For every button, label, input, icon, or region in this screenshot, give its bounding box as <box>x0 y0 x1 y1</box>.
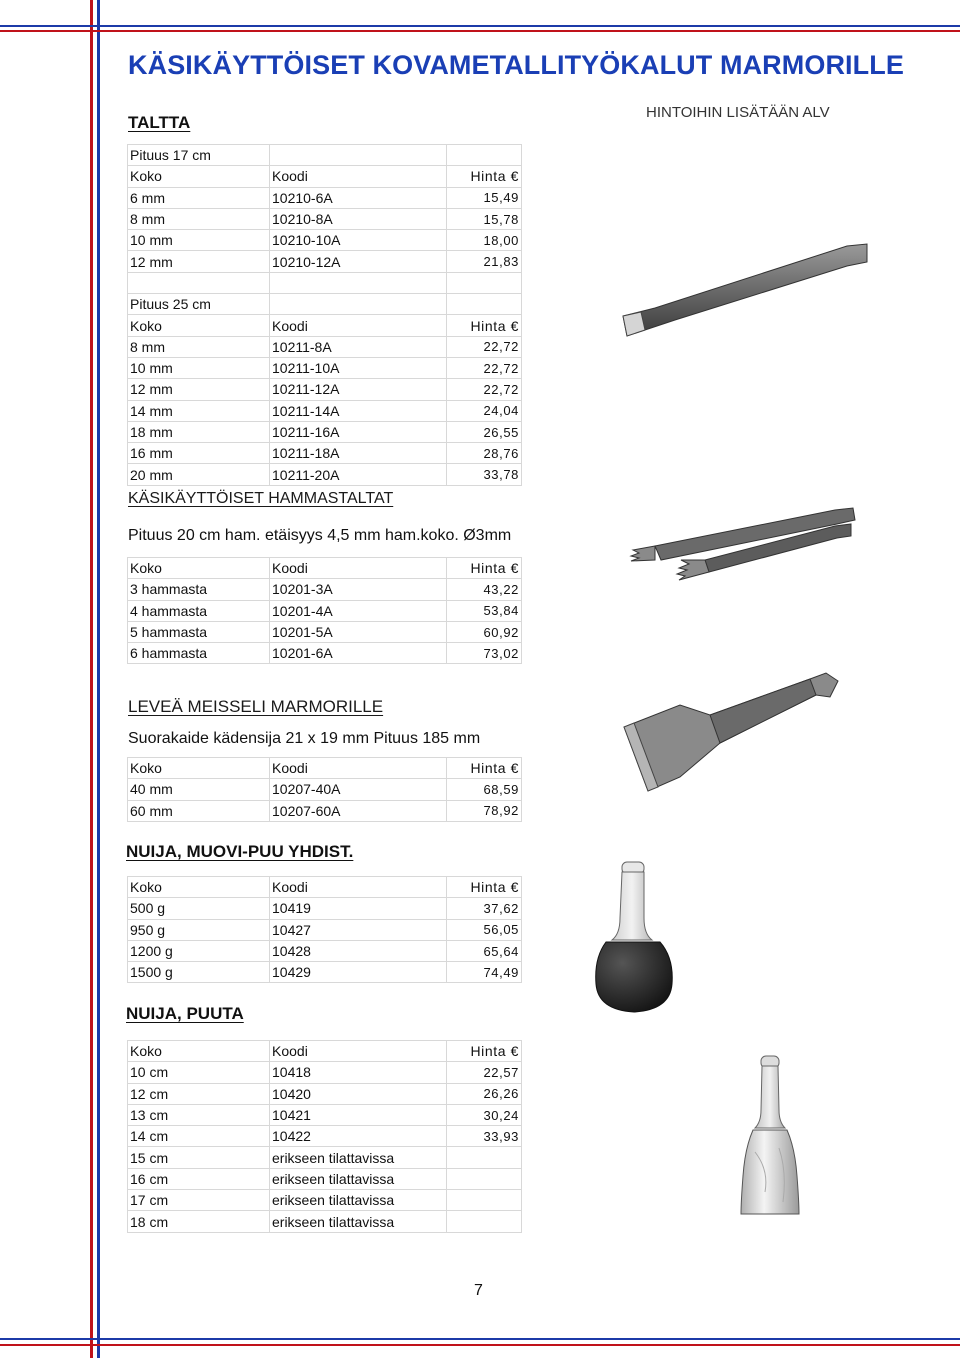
col-header-size: Koko <box>128 758 270 779</box>
section-heading-nuija-puu: NUIJA, PUUTA <box>126 1004 244 1023</box>
price-table-nuija-puu <box>127 1040 522 1233</box>
size-cell: 10 mm <box>128 357 270 378</box>
code-cell: 10427 <box>270 919 447 940</box>
code-cell: erikseen tilattavissa <box>270 1190 447 1211</box>
price-table-nuija-muovi <box>127 876 522 983</box>
size-cell: 10 mm <box>128 230 270 251</box>
size-cell: 16 cm <box>128 1168 270 1189</box>
wide-chisel-image <box>620 665 850 795</box>
size-cell: 950 g <box>128 919 270 940</box>
col-header-size: Koko <box>128 558 270 579</box>
table-row <box>128 579 522 600</box>
price-cell: 24,04 <box>447 400 522 421</box>
table-row <box>128 779 522 800</box>
table-row <box>128 621 522 642</box>
price-cell: 43,22 <box>447 579 522 600</box>
table-row <box>128 379 522 400</box>
price-cell <box>447 1211 522 1232</box>
code-cell: 10211-14A <box>270 400 447 421</box>
left-border-blue <box>97 0 100 1358</box>
table-row <box>128 898 522 919</box>
table-row <box>128 251 522 272</box>
price-cell: 22,72 <box>447 336 522 357</box>
col-header-size: Koko <box>128 166 270 187</box>
col-header-price: Hinta € <box>447 558 522 579</box>
table-row <box>128 400 522 421</box>
code-cell: 10207-40A <box>270 779 447 800</box>
table-row <box>128 1083 522 1104</box>
table-row <box>128 600 522 621</box>
bottom-border-blue <box>0 1338 960 1340</box>
group-label: Pituus 17 cm <box>128 145 270 166</box>
size-cell: 16 mm <box>128 443 270 464</box>
size-cell: 5 hammasta <box>128 621 270 642</box>
code-cell: 10211-10A <box>270 357 447 378</box>
price-cell: 15,49 <box>447 187 522 208</box>
table-row <box>128 1211 522 1232</box>
code-cell: 10211-18A <box>270 443 447 464</box>
top-border-blue <box>0 25 960 27</box>
price-cell: 53,84 <box>447 600 522 621</box>
code-cell: 10211-12A <box>270 379 447 400</box>
code-cell: 10207-60A <box>270 800 447 821</box>
code-cell: 10210-12A <box>270 251 447 272</box>
code-cell: erikseen tilattavissa <box>270 1168 447 1189</box>
size-cell: 13 cm <box>128 1104 270 1125</box>
size-cell: 60 mm <box>128 800 270 821</box>
table-row <box>128 962 522 983</box>
section-heading-hammastaltat: KÄSIKÄYTTÖISET HAMMASTALTAT <box>128 490 394 507</box>
col-header-code: Koodi <box>270 877 447 898</box>
size-cell: 1500 g <box>128 962 270 983</box>
wooden-mallet-image <box>735 1052 825 1222</box>
code-cell: 10211-8A <box>270 336 447 357</box>
price-cell: 28,76 <box>447 443 522 464</box>
price-cell: 33,93 <box>447 1126 522 1147</box>
code-cell: 10210-10A <box>270 230 447 251</box>
col-header-price: Hinta € <box>447 166 522 187</box>
table-header-row <box>128 558 522 579</box>
section-heading-nuija-muovi: NUIJA, MUOVI-PUU YHDIST. <box>126 842 354 861</box>
table-row <box>128 357 522 378</box>
price-cell <box>447 1168 522 1189</box>
col-header-code: Koodi <box>270 315 447 336</box>
price-cell: 60,92 <box>447 621 522 642</box>
code-cell: 10429 <box>270 962 447 983</box>
size-cell: 6 hammasta <box>128 643 270 664</box>
table-header-row <box>128 166 522 187</box>
size-cell: 15 cm <box>128 1147 270 1168</box>
table-row <box>128 230 522 251</box>
chisel-image <box>615 240 875 340</box>
plastic-mallet-image <box>590 858 700 1018</box>
size-cell: 500 g <box>128 898 270 919</box>
size-cell: 8 mm <box>128 336 270 357</box>
price-cell: 56,05 <box>447 919 522 940</box>
table-row <box>128 1168 522 1189</box>
size-cell: 12 mm <box>128 379 270 400</box>
page-title: KÄSIKÄYTTÖISET KOVAMETALLITYÖKALUT MARMORILLE <box>128 50 904 80</box>
size-cell: 4 hammasta <box>128 600 270 621</box>
code-cell: 10419 <box>270 898 447 919</box>
price-cell: 22,57 <box>447 1062 522 1083</box>
price-table-taltta <box>127 144 522 486</box>
col-header-price: Hinta € <box>447 1041 522 1062</box>
price-cell <box>447 1190 522 1211</box>
price-cell: 26,26 <box>447 1083 522 1104</box>
code-cell: 10201-3A <box>270 579 447 600</box>
table-row <box>128 421 522 442</box>
size-cell: 12 cm <box>128 1083 270 1104</box>
price-cell: 22,72 <box>447 379 522 400</box>
table-row <box>128 464 522 485</box>
table-row <box>128 800 522 821</box>
group-label-row <box>128 294 522 315</box>
code-cell: 10211-20A <box>270 464 447 485</box>
size-cell: 14 mm <box>128 400 270 421</box>
code-cell: erikseen tilattavissa <box>270 1147 447 1168</box>
col-header-size: Koko <box>128 315 270 336</box>
code-cell: 10418 <box>270 1062 447 1083</box>
size-cell: 8 mm <box>128 208 270 229</box>
meisseli-subtitle: Suorakaide kädensija 21 x 19 mm Pituus 185 mm <box>128 730 481 747</box>
price-cell: 22,72 <box>447 357 522 378</box>
table-row <box>128 1104 522 1125</box>
code-cell: 10420 <box>270 1083 447 1104</box>
price-cell: 15,78 <box>447 208 522 229</box>
left-border-red <box>90 0 93 1358</box>
price-cell: 30,24 <box>447 1104 522 1125</box>
code-cell: 10201-5A <box>270 621 447 642</box>
code-cell: 10421 <box>270 1104 447 1125</box>
group-label: Pituus 25 cm <box>128 294 270 315</box>
vat-note: HINTOIHIN LISÄTÄÄN ALV <box>646 104 830 121</box>
col-header-size: Koko <box>128 1041 270 1062</box>
size-cell: 18 mm <box>128 421 270 442</box>
table-row <box>128 1126 522 1147</box>
price-cell: 74,49 <box>447 962 522 983</box>
table-header-row <box>128 315 522 336</box>
page-number: 7 <box>474 1282 483 1299</box>
group-label-row <box>128 145 522 166</box>
bottom-border-red <box>0 1344 960 1346</box>
size-cell: 40 mm <box>128 779 270 800</box>
table-header-row <box>128 1041 522 1062</box>
size-cell: 6 mm <box>128 187 270 208</box>
price-cell: 68,59 <box>447 779 522 800</box>
code-cell: 10201-6A <box>270 643 447 664</box>
size-cell: 3 hammasta <box>128 579 270 600</box>
code-cell: 10211-16A <box>270 421 447 442</box>
table-row <box>128 187 522 208</box>
table-row <box>128 940 522 961</box>
hammastaltat-subtitle: Pituus 20 cm ham. etäisyys 4,5 mm ham.koko. Ø3mm <box>128 527 512 544</box>
col-header-code: Koodi <box>270 758 447 779</box>
price-cell <box>447 1147 522 1168</box>
price-cell: 78,92 <box>447 800 522 821</box>
code-cell: 10210-8A <box>270 208 447 229</box>
code-cell: 10422 <box>270 1126 447 1147</box>
code-cell: 10210-6A <box>270 187 447 208</box>
toothed-chisels-image <box>625 498 865 588</box>
table-row <box>128 208 522 229</box>
size-cell: 10 cm <box>128 1062 270 1083</box>
table-row <box>128 1190 522 1211</box>
price-cell: 26,55 <box>447 421 522 442</box>
table-header-row <box>128 758 522 779</box>
code-cell: 10201-4A <box>270 600 447 621</box>
col-header-price: Hinta € <box>447 315 522 336</box>
section-heading-taltta: TALTTA <box>128 113 191 132</box>
table-row <box>128 336 522 357</box>
price-cell: 65,64 <box>447 940 522 961</box>
price-cell: 73,02 <box>447 643 522 664</box>
code-cell: 10428 <box>270 940 447 961</box>
price-cell: 37,62 <box>447 898 522 919</box>
size-cell: 20 mm <box>128 464 270 485</box>
table-row <box>128 1062 522 1083</box>
code-cell: erikseen tilattavissa <box>270 1211 447 1232</box>
size-cell: 18 cm <box>128 1211 270 1232</box>
col-header-price: Hinta € <box>447 758 522 779</box>
price-table-meisseli <box>127 757 522 822</box>
size-cell: 14 cm <box>128 1126 270 1147</box>
table-row <box>128 443 522 464</box>
section-heading-meisseli: LEVEÄ MEISSELI MARMORILLE <box>128 697 384 716</box>
spacer-row <box>128 272 522 293</box>
price-table-hammastaltat <box>127 557 522 664</box>
top-border-red <box>0 30 960 32</box>
table-row <box>128 643 522 664</box>
price-cell: 18,00 <box>447 230 522 251</box>
size-cell: 1200 g <box>128 940 270 961</box>
price-cell: 33,78 <box>447 464 522 485</box>
table-row <box>128 919 522 940</box>
col-header-code: Koodi <box>270 1041 447 1062</box>
size-cell: 12 mm <box>128 251 270 272</box>
col-header-code: Koodi <box>270 166 447 187</box>
table-row <box>128 1147 522 1168</box>
price-cell: 21,83 <box>447 251 522 272</box>
table-header-row <box>128 877 522 898</box>
col-header-size: Koko <box>128 877 270 898</box>
col-header-price: Hinta € <box>447 877 522 898</box>
col-header-code: Koodi <box>270 558 447 579</box>
size-cell: 17 cm <box>128 1190 270 1211</box>
